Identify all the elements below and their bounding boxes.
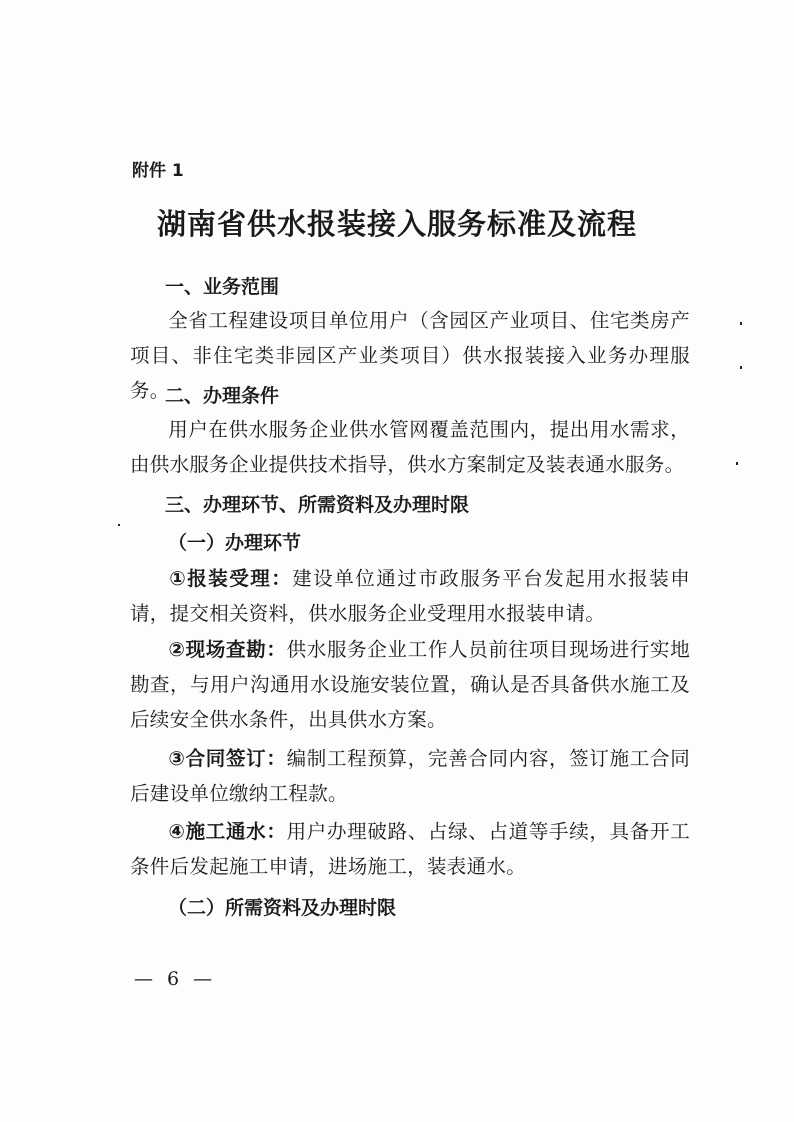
scan-speck [740, 322, 742, 325]
step-item [130, 741, 690, 811]
scan-speck [740, 366, 742, 369]
step-label: ④施工通水： [168, 820, 287, 843]
section-heading-conditions: 二、办理条件 [165, 385, 280, 407]
step-item [130, 561, 690, 631]
document-title: 湖南省供水报装接入服务标准及流程 [156, 207, 637, 241]
step-item [130, 632, 690, 737]
paragraph-conditions-text: 用户在供水服务企业供水管网覆盖范围内，提出用水需求，由供水服务企业提供技术指导，供水方案制定及装表通水服务。 [130, 418, 690, 476]
section-heading-scope: 一、业务范围 [165, 276, 280, 298]
paragraph-conditions [130, 412, 690, 482]
step-text: 建设单位通过市政服务平台发起用水报装申请，提交相关资料，供水服务企业受理用水报装申请。 [130, 567, 691, 625]
step-label: ②现场查勘： [168, 638, 287, 661]
attachment-label: 附件 1 [132, 161, 184, 181]
step-item [130, 814, 690, 884]
scan-speck [118, 524, 120, 526]
step-text: 用户办理破路、占绿、占道等手续，具备开工条件后发起施工申请，进场施工，装表通水。 [130, 820, 690, 878]
page-number: — 6 — [134, 968, 217, 990]
subsection-heading-materials: （二）所需资料及办理时限 [168, 897, 397, 919]
scan-speck [736, 462, 738, 465]
subsection-heading-steps: （一）办理环节 [168, 532, 302, 554]
section-heading-process: 三、办理环节、所需资料及办理时限 [165, 494, 470, 516]
step-label: ①报装受理： [168, 567, 293, 590]
step-label: ③合同签订： [168, 747, 287, 770]
step-text: 供水服务企业工作人员前往项目现场进行实地勘查，与用户沟通用水设施安装位置，确认是否具备供水施工及后续安全供水条件，出具供水方案。 [130, 638, 690, 731]
paragraph-scope-text: 全省工程建设项目单位用户（含园区产业项目、住宅类房产项目、非住宅类非园区产业类项目）供水报装接入业务办理服务。 [130, 309, 690, 402]
step-text: 编制工程预算，完善合同内容，签订施工合同后建设单位缴纳工程款。 [130, 747, 690, 805]
